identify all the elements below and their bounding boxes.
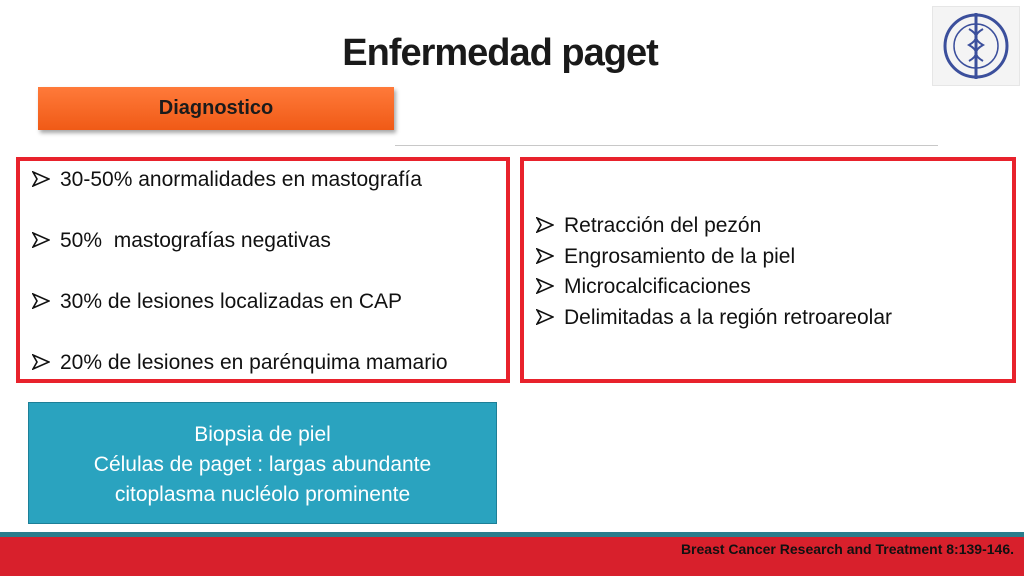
- list-item: [32, 167, 448, 228]
- list-item: [32, 289, 448, 350]
- findings-box: [16, 157, 510, 383]
- arrow-bullet-icon: [536, 278, 554, 294]
- list-item: [536, 274, 892, 305]
- list-item-text: 30% de lesiones localizadas en CAP: [60, 290, 403, 313]
- arrow-bullet-icon: [32, 354, 50, 370]
- list-item-text: 20% de lesiones en parénquima mamario: [60, 351, 448, 374]
- arrow-bullet-icon: [536, 309, 554, 325]
- list-item: [536, 213, 892, 244]
- list-item-text: Engrosamiento de la piel: [564, 244, 796, 268]
- arrow-bullet-icon: [536, 248, 554, 264]
- list-item-text: Microcalcificaciones: [564, 275, 751, 298]
- list-item: [536, 305, 892, 336]
- diagnostico-label: Diagnostico: [38, 87, 394, 130]
- biopsy-line: Células de paget : largas abundante: [93, 453, 432, 476]
- arrow-bullet-icon: [32, 293, 50, 309]
- arrow-bullet-icon: [32, 232, 50, 248]
- biopsy-line: citoplasma nucléolo prominente: [114, 483, 411, 506]
- divider-line: [395, 145, 938, 146]
- institute-logo: [932, 6, 1020, 86]
- footer-citation: Breast Cancer Research and Treatment 8:139-146.: [680, 541, 1014, 557]
- list-item: [32, 228, 448, 289]
- signs-list: [536, 213, 892, 335]
- biopsy-box: [28, 402, 497, 524]
- findings-list: [32, 167, 448, 411]
- list-item-text: Retracción del pezón: [564, 214, 762, 237]
- list-item-text: 50% mastografías negativas: [60, 229, 331, 252]
- slide-title: Enfermedad paget: [342, 32, 658, 74]
- list-item-text: Delimitadas a la región retroareolar: [564, 305, 892, 329]
- list-item-text: 30-50% anormalidades en mastografía: [60, 168, 422, 191]
- biopsy-line: Biopsia de piel: [194, 423, 331, 446]
- list-item: [536, 244, 892, 275]
- arrow-bullet-icon: [536, 217, 554, 233]
- arrow-bullet-icon: [32, 171, 50, 187]
- signs-box: [520, 157, 1016, 383]
